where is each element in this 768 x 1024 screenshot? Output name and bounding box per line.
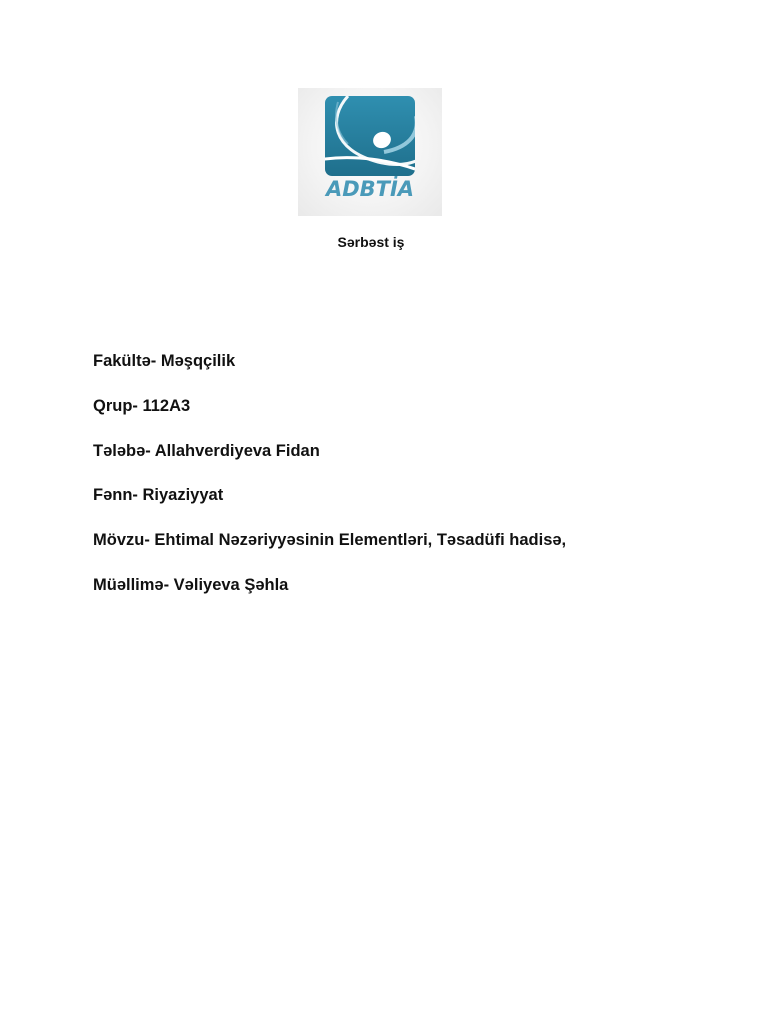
field-student: Tələbə- Allahverdiyeva Fidan (93, 441, 320, 460)
adbtia-logo-icon (298, 88, 442, 216)
field-teacher: Müəllimə- Vəliyeva Şəhla (93, 575, 289, 594)
field-subject: Fənn- Riyaziyyat (93, 486, 224, 505)
field-faculty: Fakültə- Məşqçilik (93, 352, 236, 370)
document-fields (93, 349, 733, 618)
logo-wordmark: ADBTİA (325, 177, 415, 201)
field-topic: Mövzu- Ehtimal Nəzəriyyəsinin Elementləri, Təsadüfi hadisə, (93, 531, 567, 550)
field-group: Qrup- 112A3 (93, 396, 191, 415)
logo-graphic (298, 88, 442, 216)
document-title: Sərbəst iş (337, 234, 405, 250)
